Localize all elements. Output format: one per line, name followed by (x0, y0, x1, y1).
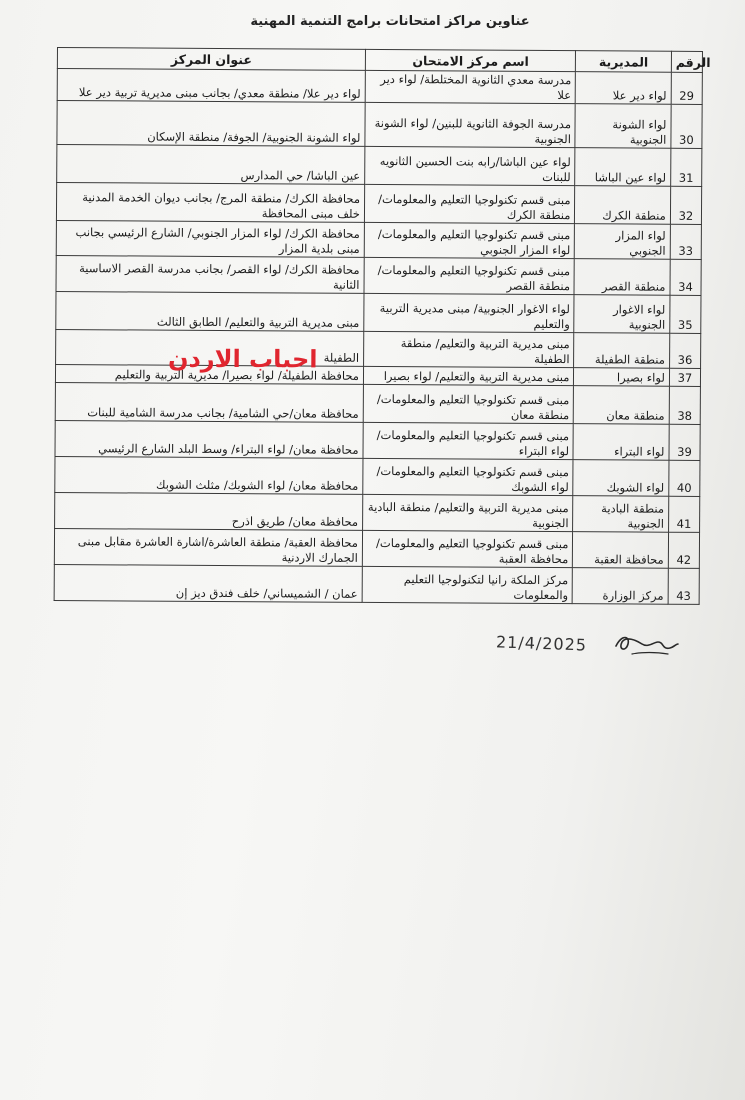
table-row (56, 183, 701, 225)
row-center-name: مبنى قسم تكنولوجيا التعليم والمعلومات/ لواء البتراء (363, 422, 574, 459)
row-address: محافظة معان/ لواء الشوبك/ مثلث الشوبك (55, 456, 363, 494)
table-row (54, 564, 699, 604)
table-row (55, 420, 700, 460)
row-number: 35 (670, 295, 701, 333)
row-number: 36 (669, 333, 700, 368)
row-center-name: مبنى قسم تكنولوجيا التعليم والمعلومات/ لواء المزار الجنوبي (364, 222, 575, 258)
row-center-name: مركز الملكة رانيا لتكنولوجيا التعليم والمعلومات (362, 566, 573, 603)
table-row (56, 329, 701, 368)
row-address: عين الباشا/ حي المدارس (57, 145, 365, 185)
row-center-name: مدرسة الجوفة الثانوية للبنين/ لواء الشونة الجنوبية (365, 102, 576, 147)
row-number: 31 (671, 148, 702, 186)
row-address: لواء دير علا/ منطقة معدي/ بجانب مبنى مديرية تربية دير علا (57, 69, 365, 103)
row-number: 37 (669, 368, 700, 386)
row-number: 40 (669, 460, 700, 496)
row-center-name: مبنى قسم تكنولوجيا التعليم والمعلومات/ محافظة العقبة (362, 530, 573, 567)
row-number: 43 (668, 568, 699, 604)
row-directorate: مركز الوزارة (573, 568, 669, 605)
table-row (54, 528, 699, 568)
row-address: محافظة الكرك/ منطقة المرج/ بجانب ديوان الخدمة المدنية خلف مبنى المحافظة (56, 183, 364, 223)
header-center-name: اسم مركز الامتحان (365, 49, 576, 71)
watermark-text: احباب الاردن (167, 344, 318, 374)
row-number: 38 (669, 386, 700, 424)
row-number: 30 (671, 104, 702, 148)
row-number: 42 (668, 532, 699, 568)
table-row (56, 291, 701, 333)
row-number: 39 (669, 424, 700, 460)
table-row (55, 382, 700, 424)
table-row (55, 456, 700, 496)
row-directorate: لواء دير علا (576, 72, 672, 105)
row-directorate: منطقة معان (574, 386, 670, 425)
row-address: محافظة الكرك/ لواء القصر/ بجانب مدرسة القصر الاساسية الثانية (56, 255, 364, 293)
row-address: محافظة الكرك/ لواء المزار الجنوبي/ الشارع الرئيسي بجانب مبنى بلدية المزار (56, 220, 364, 257)
signature-mark (612, 628, 682, 662)
header-address: عنوان المركز (57, 48, 365, 71)
page-title: عناوين مراكز امتحانات برامج التنمية المهنية (250, 14, 530, 29)
row-center-name: مبنى قسم تكنولوجيا التعليم والمعلومات/ منطقة القصر (364, 257, 575, 294)
row-center-name: مبنى مديرية التربية والتعليم/ منطقة البادية الجنوبية (363, 494, 574, 531)
row-address: محافظة العقبة/ منطقة العاشرة/اشارة العاشرة مقابل مبنى الجمارك الاردنية (54, 528, 362, 566)
row-directorate: محافظة العقبة (573, 532, 669, 569)
row-address: محافظة معان/ لواء البتراء/ وسط البلد الشارع الرئيسي (55, 420, 363, 458)
row-directorate: لواء الشوبك (573, 460, 669, 497)
row-directorate: لواء عين الباشا (575, 148, 671, 187)
table-row (55, 492, 700, 532)
row-directorate: لواء البتراء (573, 424, 669, 461)
exam-centers-table (54, 47, 711, 605)
row-directorate: لواء الاغوار الجنوبية (574, 295, 670, 334)
header-number: الرقم (671, 51, 702, 72)
row-center-name: مبنى مديرية التربية والتعليم/ لواء بصيرا (363, 366, 574, 385)
row-address: مبنى مديرية التربية والتعليم/ الطابق الثالث (56, 291, 364, 331)
row-center-name: مبنى قسم تكنولوجيا التعليم والمعلومات/ لواء الشوبك (363, 458, 574, 495)
row-address: محافظة معان/حي الشامية/ بجانب مدرسة الشامية للبنات (55, 382, 363, 422)
row-center-name: مبنى مديرية التربية والتعليم/ منطقة الطفيلة (364, 331, 575, 367)
row-address: لواء الشونة الجنوبية/ الجوفة/ منطقة الإسكان (57, 101, 365, 147)
row-directorate: لواء الشونة الجنوبية (575, 104, 671, 149)
row-number: 29 (671, 72, 702, 104)
row-center-name: مدرسة معدي الثانوية المختلطة/ لواء دير علا (365, 70, 576, 103)
row-directorate: منطقة الطفيلة (574, 333, 670, 369)
row-center-name: مبنى قسم تكنولوجيا التعليم والمعلومات/ منطقة الكرك (364, 184, 575, 223)
row-center-name: لواء الاغوار الجنوبية/ مبنى مديرية التربية والتعليم (364, 293, 575, 332)
row-number: 32 (670, 186, 701, 224)
table-row (57, 69, 702, 105)
row-directorate: منطقة القصر (574, 259, 670, 296)
table-row (57, 145, 702, 187)
row-number: 41 (668, 496, 699, 532)
row-number: 34 (670, 259, 701, 295)
table-row (56, 255, 701, 295)
row-center-name: لواء عين الباشا/رابه بنت الحسين الثانويه للبنات (365, 146, 576, 185)
table-row (57, 101, 702, 149)
row-directorate: لواء المزار الجنوبي (575, 224, 671, 260)
handwritten-date: 21/4/2025 (495, 632, 588, 655)
row-address: عمان / الشميساني/ خلف فندق ديز إن (54, 564, 362, 602)
row-number: 33 (670, 224, 701, 259)
row-directorate: منطقة الكرك (575, 186, 671, 225)
header-directorate: المديرية (576, 51, 672, 73)
row-address: محافظة الطفيلة/ لواء بصيرا/ مديرية التربية والتعليم (55, 364, 363, 384)
row-center-name: مبنى قسم تكنولوجيا التعليم والمعلومات/ منطقة معان (363, 384, 574, 423)
row-address: محافظة معان/ طريق اذرح (55, 492, 363, 530)
row-directorate: لواء بصيرا (574, 368, 669, 387)
row-directorate: منطقة البادية الجنوبية (573, 496, 669, 533)
row-address: الطفيلة (56, 329, 364, 366)
table-row (56, 220, 701, 259)
